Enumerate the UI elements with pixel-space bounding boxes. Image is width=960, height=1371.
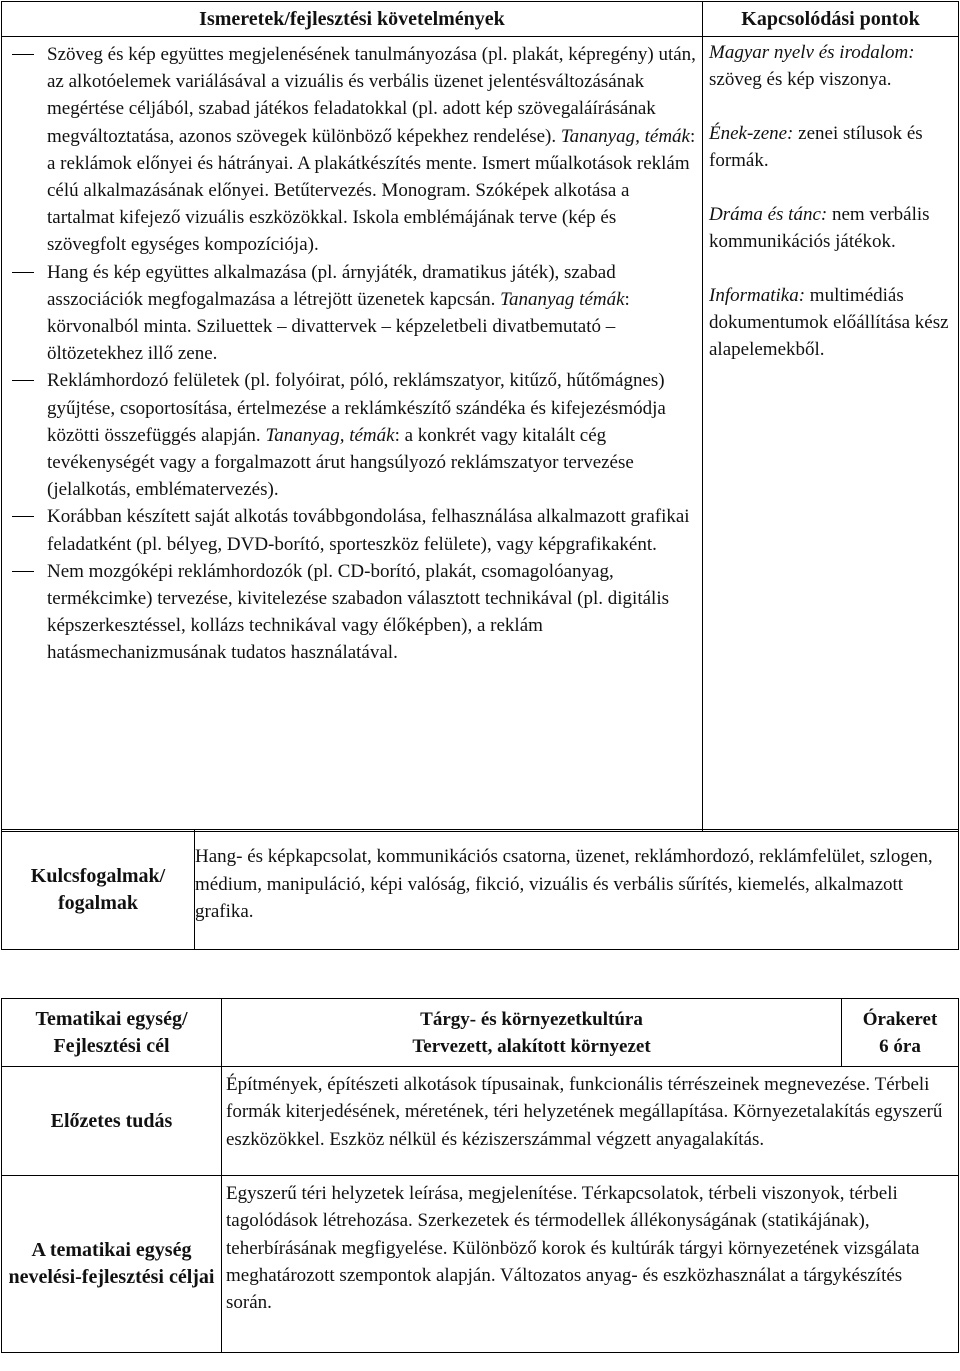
connections-cell xyxy=(703,37,959,832)
key-concepts-table xyxy=(1,829,959,950)
thematic-unit-subject xyxy=(222,999,842,1067)
goals-text: Egyszerű téri helyzetek leírása, megjelenítése. Térkapcsolatok, térbeli viszonyok, térbeli tagolódások létrehozása. Szerkezetek és térmodellek állékonyságának (statikájának), teherbírásának megfigyelése. Különböző korok és kultúrák tárgyi környezetének vizsgálata meghatározott szempontok alapján. Változatos anyag- és eszközhasználat a tárgykészítés során. xyxy=(222,1176,959,1353)
connection-text: zenei stílusok és formák. xyxy=(709,123,923,171)
requirements-list xyxy=(12,41,696,667)
requirements-header: Ismeretek/fejlesztési követelmények xyxy=(2,2,703,37)
connection-text: multimédiás dokumentumok előállítása kész alapelemekből. xyxy=(709,285,949,360)
requirement-text: Korábban készített saját alkotás továbbgondolása, felhasználása alkalmazott grafikai feladatként (pl. bélyeg, DVD-borító, sporteszköz felülete), vagy képgrafikaként. xyxy=(47,506,690,555)
key-concepts-label: Kulcsfogalmak/ fogalmak xyxy=(2,830,195,950)
connection-item xyxy=(709,39,950,93)
topic-label: Tananyag témák xyxy=(500,288,625,310)
requirement-item xyxy=(12,503,696,557)
connection-text: nem verbális kommunikációs játékok. xyxy=(709,204,930,252)
requirement-text: Hang és kép együttes alkalmazása (pl. árnyjáték, dramatikus játék), szabad asszociációk megfogalmazása a létrejött üzenetek kapcsán. xyxy=(47,261,616,310)
requirement-text: Nem mozgóképi reklámhordozók (pl. CD-borító, plakát, csomagolóanyag, termékcimke) tervezése, kivitelezése szabadon választott technikával (pl. digitális képszerkesztéssel, kollázs technikával vagy élőképben), a reklám hatásmechanizmusának tudatos használatával. xyxy=(47,560,669,664)
thematic-unit-label: Tematikai egység/ Fejlesztési cél xyxy=(2,999,222,1067)
requirements-cell xyxy=(2,37,703,832)
connection-text: szöveg és kép viszonya. xyxy=(709,69,892,90)
hours-value: 6 óra xyxy=(879,1035,921,1057)
dash-bullet-icon xyxy=(12,54,34,55)
thematic-unit-table xyxy=(1,998,959,1353)
connection-subject: Ének-zene: xyxy=(709,123,794,144)
dash-bullet-icon xyxy=(12,571,34,572)
requirement-item xyxy=(12,367,696,503)
connection-item xyxy=(709,282,950,363)
topic-label: Tananyag, témák xyxy=(560,125,690,147)
subject-subtitle: Tervezett, alakított környezet xyxy=(412,1035,651,1057)
subject-title: Tárgy- és környezetkultúra xyxy=(420,1008,643,1030)
prior-knowledge-label: Előzetes tudás xyxy=(2,1067,222,1176)
connections-header: Kapcsolódási pontok xyxy=(703,2,959,37)
hours-cell xyxy=(842,999,959,1067)
dash-bullet-icon xyxy=(12,516,34,517)
topic-label: Tananyag, témák xyxy=(265,424,395,446)
requirement-item xyxy=(12,41,696,259)
dash-bullet-icon xyxy=(12,272,34,273)
requirement-item xyxy=(12,259,696,368)
dash-bullet-icon xyxy=(12,380,34,381)
hours-label: Órakeret xyxy=(862,1008,938,1030)
key-concepts-text: Hang- és képkapcsolat, kommunikációs csatorna, üzenet, reklámhordozó, reklámfelület, szlogen, médium, manipuláció, képi valóság, fikció, vizuális és verbális sűrítés, kiemelés, alkalmazott grafika. xyxy=(195,830,959,950)
requirement-text: : körvonalból minta. Sziluettek – divattervek – képzeletbeli divatbemutató – öltözetekhez illő zene. xyxy=(47,288,630,365)
requirement-text: : a reklámok előnyei és hátrányai. A plakátkészítés mente. Ismert műalkotások reklám célú alkalmazásának előnyei. Betűtervezés. Monogram. Szóképek alkotása a tartalmat kifejező vizuális eszközökkal. Iskola emblémájának terve (kép és szövegfolt egységes kompozíciója). xyxy=(47,125,696,256)
connection-subject: Informatika: xyxy=(709,285,806,306)
requirements-table xyxy=(1,1,959,832)
goals-label: A tematikai egység nevelési-fejlesztési céljai xyxy=(2,1176,222,1353)
connection-subject: Dráma és tánc: xyxy=(709,204,828,225)
connection-item xyxy=(709,201,950,255)
requirement-text: Szöveg és kép együttes megjelenésének tanulmányozása (pl. plakát, képregény) után, az alkotóelemek variálásával a vizuális és verbális üzenet jelentésváltozásának megértése céljából, szabad játékos feladatokkal (pl. adott kép szövegaláírásának megváltoztatása, azonos szövegek különböző képekhez rendelése). xyxy=(47,44,696,147)
connection-item xyxy=(709,120,950,174)
requirement-item xyxy=(12,558,696,667)
requirement-text: Reklámhordozó felületek (pl. folyóirat, póló, reklámszatyor, kitűző, hűtőmágnes) gyűjtése, csoportosítása, értelmezése a reklámkészítő szándéka és kifejezésmódja közötti összefüggés alapján. xyxy=(47,370,666,446)
requirement-text: : a konkrét vagy kitalált cég tevékenységét vagy a forgalmazott árut hangsúlyozó reklámszatyor tervezése (jelalkotás, emblématervezés). xyxy=(47,424,634,501)
prior-knowledge-text: Építmények, építészeti alkotások típusainak, funkcionális térrészeinek megnevezése. Térbeli formák kiterjedésének, méretének, téri helyzetének megállapítása. Környezetalakítás egyszerű eszközökkel. Eszköz nélkül és kéziszerszámmal végzett anyagalakítás. xyxy=(222,1067,959,1176)
connection-subject: Magyar nyelv és irodalom: xyxy=(709,42,915,63)
